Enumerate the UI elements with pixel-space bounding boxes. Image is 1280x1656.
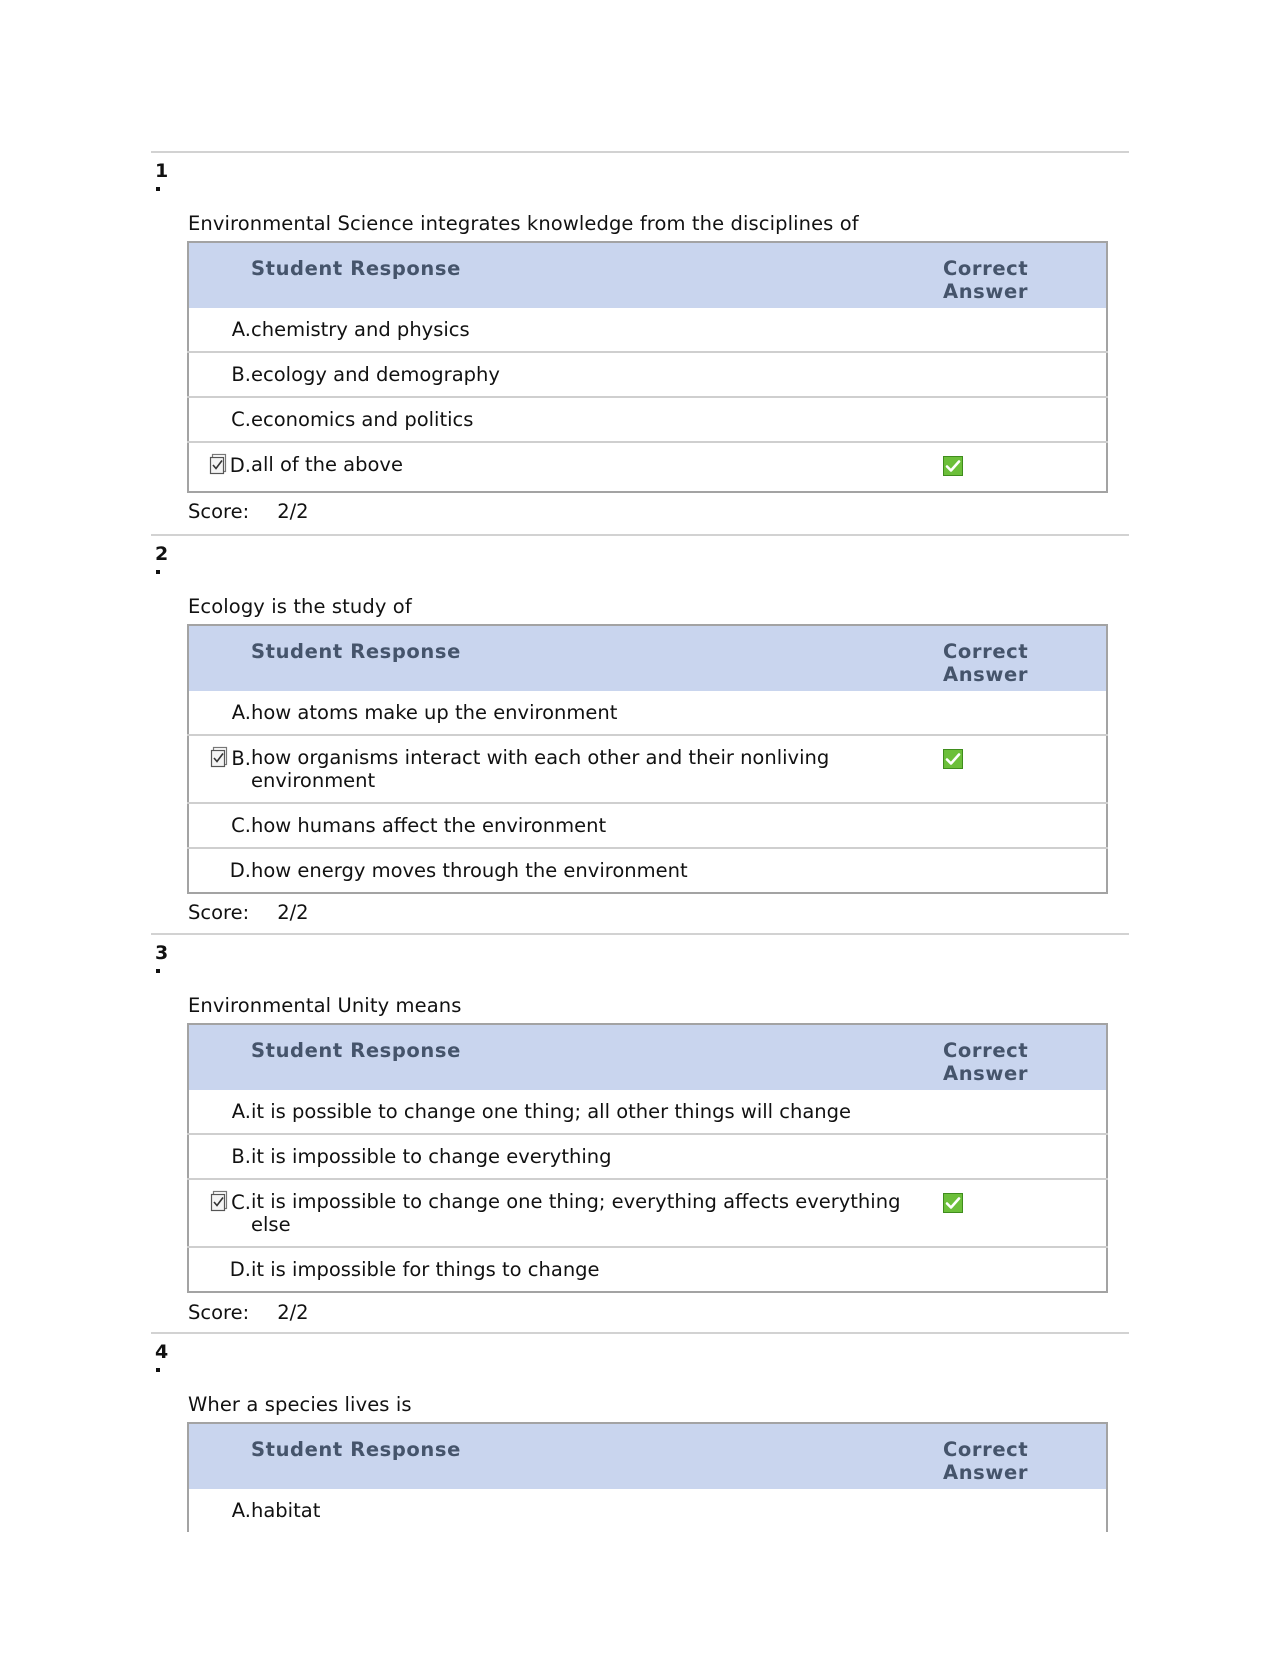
option-letter: B. [231,747,251,770]
option-text: economics and politics [251,408,474,431]
response-table [187,1422,1108,1532]
option-letter-cell [188,803,251,848]
response-table-header [188,1423,1107,1489]
score-label: Score: [188,1301,250,1324]
correct-answer-cell [943,735,1107,803]
correct-answer-cell [943,691,1107,735]
answer-option-row [188,735,1107,803]
correct-answer-cell [943,1134,1107,1179]
question-number: 2 [155,543,169,565]
student-response-header: Student Response [251,1039,461,1062]
options-body [188,308,1107,492]
header-spacer [188,242,251,308]
question-number: 4 [155,1341,169,1363]
options-body [188,691,1107,893]
option-letter: D. [229,859,251,882]
correct-answer-cell [943,1489,1107,1532]
question-block [151,1332,1129,1544]
score-value: 2/2 [277,500,309,523]
option-letter-cell [188,691,251,735]
question-number-dot [156,187,160,191]
option-text: it is impossible to change everything [251,1145,612,1168]
option-letter-cell [188,735,251,803]
correct-answer-header [943,1423,1107,1489]
question-number: 3 [155,942,169,964]
correct-answer-header-line2: Answer [943,280,1029,303]
option-letter-cell [188,397,251,442]
correct-answer-cell [943,352,1107,397]
answer-option-row [188,352,1107,397]
correct-check-icon [943,749,963,769]
option-letter: B. [231,1145,251,1168]
question-number-dot [156,1368,160,1372]
correct-answer-header [943,1024,1107,1090]
correct-check-icon [943,456,963,476]
option-letter: C. [231,408,251,431]
correct-answer-cell [943,442,1107,492]
option-letter: A. [231,701,251,724]
answer-option-row [188,1134,1107,1179]
answer-option-row [188,1247,1107,1292]
question-text: Wher a species lives is [188,1393,412,1416]
answer-option-row [188,1090,1107,1134]
option-letter-cell [188,442,251,492]
option-letter: A. [231,1499,251,1522]
score-value: 2/2 [277,1301,309,1324]
answer-option-row [188,1179,1107,1247]
option-letter-cell [188,1247,251,1292]
student-response-header: Student Response [251,640,461,663]
correct-answer-header-line2: Answer [943,663,1029,686]
correct-answer-cell [943,1179,1107,1247]
answer-option-row [188,803,1107,848]
correct-answer-header-line1: Correct [943,1438,1029,1461]
question-divider [151,151,1129,153]
question-divider [151,1332,1129,1334]
response-table [187,241,1108,493]
correct-answer-cell [943,1247,1107,1292]
score-label: Score: [188,500,250,523]
option-text: habitat [251,1499,321,1522]
score-line [188,900,309,926]
question-block [151,933,1129,1324]
answer-option-row [188,442,1107,492]
correct-answer-cell [943,397,1107,442]
option-text: how atoms make up the environment [251,701,618,724]
selected-response-icon [209,453,228,475]
response-table-header [188,625,1107,691]
header-spacer [188,1024,251,1090]
option-letter-cell [188,352,251,397]
question-text: Environmental Unity means [188,994,462,1017]
answer-option-row [188,1489,1107,1532]
option-letter: C. [231,814,251,837]
score-value: 2/2 [277,901,309,924]
selected-response-icon [210,746,229,768]
response-table-header [188,242,1107,308]
option-letter-cell [188,1179,251,1247]
answer-option-row [188,308,1107,352]
option-text: how humans affect the environment [251,814,607,837]
question-divider [151,534,1129,536]
options-body [188,1090,1107,1292]
header-spacer [188,625,251,691]
student-response-header: Student Response [251,1438,461,1461]
option-text: ecology and demography [251,363,500,386]
question-number: 1 [155,160,169,182]
option-letter-cell [188,1090,251,1134]
selected-response-icon [210,1190,229,1212]
response-table [187,1023,1108,1293]
question-block [151,151,1129,523]
option-letter: B. [231,363,251,386]
score-label: Score: [188,901,250,924]
option-text: how energy moves through the environment [251,859,688,882]
option-text: how organisms interact with each other and their nonliving environment [251,746,830,792]
correct-answer-header-line2: Answer [943,1062,1029,1085]
student-response-header: Student Response [251,257,461,280]
option-letter: D. [229,1258,251,1281]
option-letter-cell [188,848,251,893]
correct-check-icon [943,1193,963,1213]
question-number-dot [156,969,160,973]
correct-answer-header-line1: Correct [943,640,1029,663]
question-block [151,534,1129,924]
question-text: Environmental Science integrates knowledge from the disciplines of [188,212,859,235]
correct-answer-header [943,625,1107,691]
score-line [188,499,309,525]
option-letter: A. [231,1100,251,1123]
answer-option-row [188,848,1107,893]
option-letter-cell [188,1134,251,1179]
option-letter: C. [231,1191,251,1214]
option-text: chemistry and physics [251,318,470,341]
correct-answer-cell [943,803,1107,848]
correct-answer-header-line1: Correct [943,1039,1029,1062]
question-divider [151,933,1129,935]
correct-answer-cell [943,1090,1107,1134]
answer-option-row [188,397,1107,442]
option-letter-cell [188,308,251,352]
option-text: all of the above [251,453,403,476]
option-text: it is impossible for things to change [251,1258,600,1281]
correct-answer-header [943,242,1107,308]
option-letter: A. [231,318,251,341]
score-line [188,1300,309,1326]
option-letter: D. [229,454,251,477]
response-table-header [188,1024,1107,1090]
header-spacer [188,1423,251,1489]
correct-answer-cell [943,848,1107,893]
option-text: it is possible to change one thing; all other things will change [251,1100,852,1123]
options-body [188,1489,1107,1532]
response-table [187,624,1108,894]
option-letter-cell [188,1489,251,1532]
answer-option-row [188,691,1107,735]
correct-answer-header-line1: Correct [943,257,1029,280]
option-text: it is impossible to change one thing; everything affects everything else [251,1190,901,1236]
correct-answer-header-line2: Answer [943,1461,1029,1484]
correct-answer-cell [943,308,1107,352]
question-number-dot [156,570,160,574]
question-text: Ecology is the study of [188,595,412,618]
